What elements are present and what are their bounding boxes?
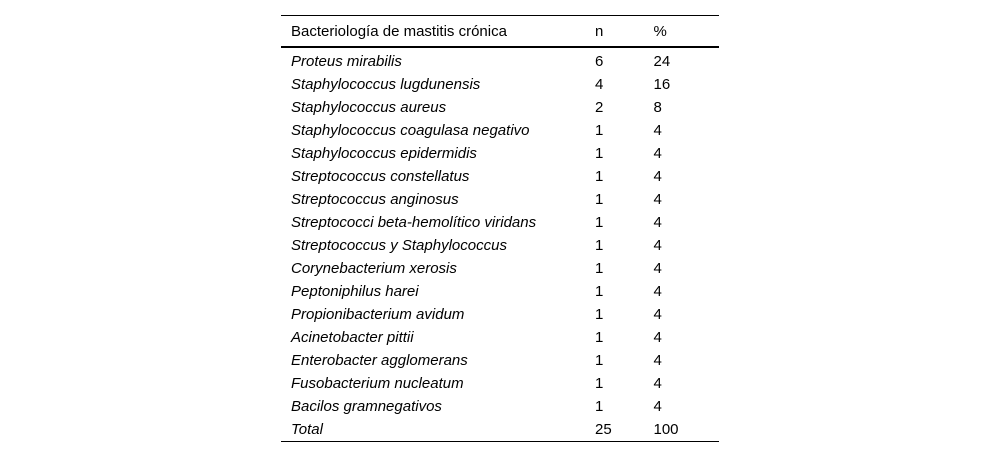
organism-name: Enterobacter agglomerans (291, 352, 468, 369)
header-n: n (595, 22, 604, 40)
percent-value: 4 (653, 375, 662, 392)
table-row (281, 211, 719, 234)
organism-name: Propionibacterium avidum (291, 306, 465, 323)
percent-value: 24 (653, 53, 671, 70)
organism-name: Bacilos gramnegativos (291, 398, 442, 415)
table-row (281, 280, 719, 303)
organism-name: Staphylococcus coagulasa negativo (291, 122, 530, 139)
percent-value: 4 (653, 283, 662, 300)
organism-name: Streptococcus anginosus (291, 191, 459, 208)
organism-name: Peptoniphilus harei (291, 283, 419, 300)
count-value: 1 (595, 398, 604, 415)
organism-name: Corynebacterium xerosis (291, 260, 457, 277)
table-row (281, 349, 719, 372)
organism-name: Staphylococcus lugdunensis (291, 76, 481, 93)
count-value: 1 (595, 352, 604, 369)
table-row (281, 372, 719, 395)
table-row (281, 326, 719, 349)
table-row (281, 47, 719, 73)
count-value: 1 (595, 237, 604, 254)
table-row (281, 257, 719, 280)
count-value: 6 (595, 53, 604, 70)
organism-name: Streptococci beta-hemolítico viridans (291, 214, 537, 231)
percent-value: 100 (653, 421, 679, 438)
table-row (281, 142, 719, 165)
organism-name: Total (291, 421, 323, 438)
percent-value: 4 (653, 168, 662, 185)
table-row (281, 73, 719, 96)
count-value: 1 (595, 191, 604, 208)
count-value: 1 (595, 168, 604, 185)
table-body (281, 47, 719, 442)
count-value: 2 (595, 99, 604, 116)
percent-value: 4 (653, 329, 662, 346)
count-value: 4 (595, 76, 604, 93)
percent-value: 4 (653, 260, 662, 277)
header-bacteriology: Bacteriología de mastitis crónica (291, 22, 507, 40)
table-header (281, 16, 719, 48)
mastitis-bacteriology-table-container (281, 15, 719, 442)
organism-name: Staphylococcus aureus (291, 99, 447, 116)
count-value: 1 (595, 283, 604, 300)
table-row (281, 303, 719, 326)
count-value: 25 (595, 421, 612, 438)
organism-name: Streptococcus y Staphylococcus (291, 237, 507, 254)
header-row (281, 16, 719, 48)
percent-value: 4 (653, 145, 662, 162)
percent-value: 16 (653, 76, 671, 93)
table-row (281, 119, 719, 142)
mastitis-bacteriology-table (281, 15, 719, 442)
organism-name: Streptococcus constellatus (291, 168, 470, 185)
header-percent: % (653, 22, 667, 40)
organism-name: Acinetobacter pittii (291, 329, 414, 346)
percent-value: 4 (653, 306, 662, 323)
count-value: 1 (595, 306, 604, 323)
percent-value: 4 (653, 398, 662, 415)
table-row (281, 188, 719, 211)
percent-value: 4 (653, 237, 662, 254)
percent-value: 4 (653, 352, 662, 369)
table-row (281, 395, 719, 418)
table-row (281, 234, 719, 257)
total-row (281, 418, 719, 442)
table-row (281, 165, 719, 188)
organism-name: Staphylococcus epidermidis (291, 145, 477, 162)
table-row (281, 96, 719, 119)
count-value: 1 (595, 329, 604, 346)
percent-value: 4 (653, 191, 662, 208)
percent-value: 4 (653, 214, 662, 231)
count-value: 1 (595, 375, 604, 392)
count-value: 1 (595, 145, 604, 162)
percent-value: 8 (653, 99, 662, 116)
count-value: 1 (595, 122, 604, 139)
count-value: 1 (595, 214, 604, 231)
percent-value: 4 (653, 122, 662, 139)
organism-name: Proteus mirabilis (291, 53, 402, 70)
count-value: 1 (595, 260, 604, 277)
organism-name: Fusobacterium nucleatum (291, 375, 464, 392)
